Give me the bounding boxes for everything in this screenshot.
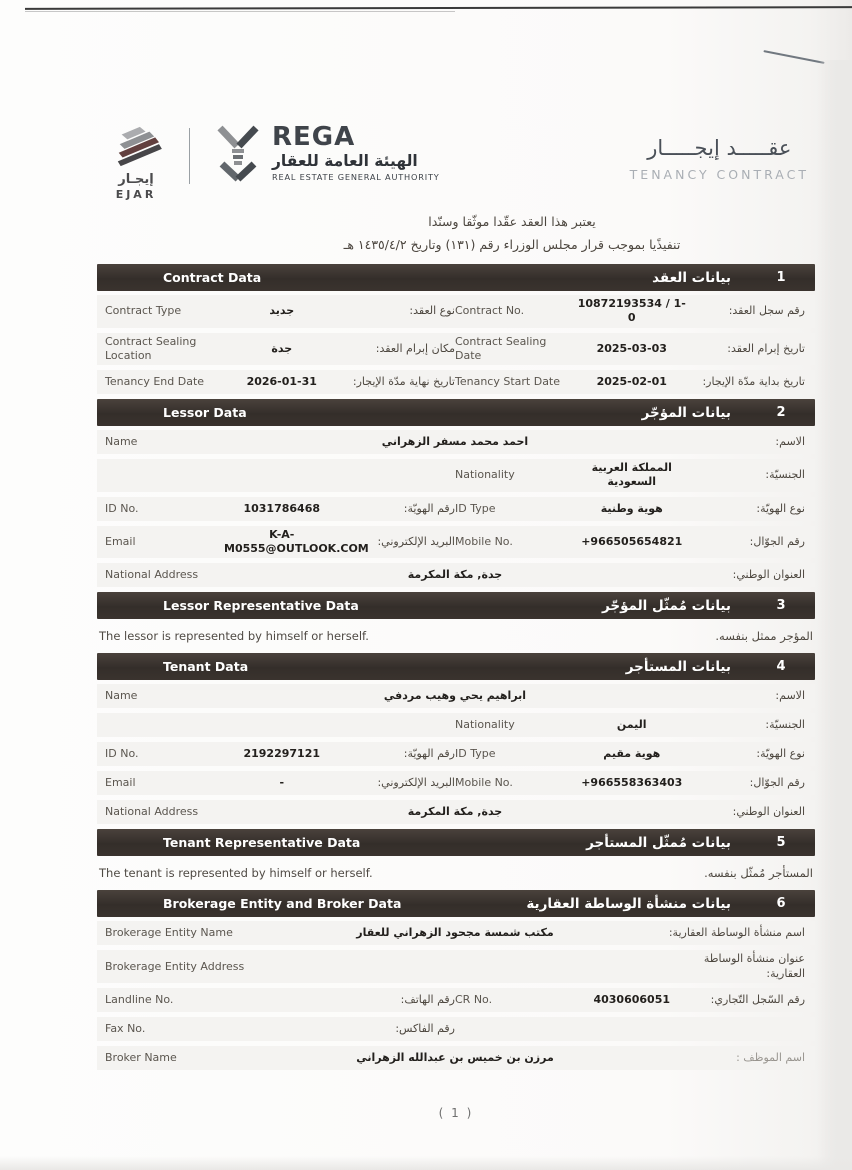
tenancy-dates-row: [97, 370, 815, 394]
broker-name-label-ar: اسم الموظف :: [736, 1050, 805, 1064]
tenant-nationality-row: [97, 713, 815, 737]
lessor-nationality-row: [97, 459, 815, 492]
tenant-id-row: [97, 742, 815, 766]
lessor-id-type-label-ar: نوع الهويّة:: [756, 501, 805, 515]
section-2-number: 2: [776, 405, 786, 421]
page-number: ( 1 ): [438, 1106, 474, 1120]
section-6-header: [97, 890, 815, 917]
section-5-header: [97, 829, 815, 856]
tenancy-start-label-en: Tenancy Start Date: [455, 375, 561, 389]
contract-sealing-row: [97, 333, 815, 366]
logo-divider: [189, 128, 190, 184]
contract-number-cell: [455, 297, 805, 326]
tenant-representative-statement-en: The tenant is represented by himself or herself.: [99, 866, 373, 881]
fax-label-en: Fax No.: [105, 1021, 146, 1035]
tenancy-start-label-ar: تاريخ بداية مدّة الإيجار:: [702, 375, 805, 389]
lessor-id-type-value: هوية وطنية: [600, 501, 663, 515]
section-4-title-ar: بيانات المستأجر: [625, 658, 731, 675]
section-3-number: 3: [776, 598, 786, 614]
contract-number-row: [97, 295, 815, 328]
broker-name-label-en: Broker Name: [105, 1050, 177, 1064]
sealing-date-value: 2025-03-03: [596, 341, 667, 355]
tenant-nationality-label-en: Nationality: [455, 718, 515, 732]
ejar-logo-icon: [107, 124, 165, 170]
sealing-date-label-en: Contract Sealing Date: [455, 334, 547, 362]
ejar-label-ar: إيجـار: [118, 172, 154, 187]
brokerage-entity-address-row: [97, 950, 815, 983]
landline-cell: [105, 993, 455, 1007]
lessor-mobile-label-en: Mobile No.: [455, 534, 513, 548]
broker-name-row: [97, 1046, 815, 1070]
tenant-address-value: جدة, مكة المكرمة: [407, 805, 503, 819]
lessor-address-row: [97, 563, 815, 587]
section-4-title-en: Tenant Data: [163, 659, 249, 675]
section-6-number: 6: [776, 896, 786, 912]
document-title-en: TENANCY CONTRACT: [629, 167, 809, 182]
lessor-representative-statement: [97, 623, 815, 651]
broker-name-value: مرزن بن خميس بن عبدالله الزهراني: [356, 1050, 554, 1064]
contract-type-cell: [105, 304, 455, 318]
tenancy-start-value: 2025-02-01: [596, 375, 667, 389]
section-1-number: 1: [776, 270, 786, 285]
section-2-title-ar: بيانات المؤجّر: [641, 404, 731, 421]
tenant-mobile-value: +966558363403: [581, 776, 683, 790]
section-5-title-ar: بيانات مُمثّل المستأجر: [586, 834, 731, 851]
logo-group: [97, 124, 440, 201]
fax-label-ar: رقم الفاكس:: [395, 1021, 455, 1035]
section-5-number: 5: [776, 835, 786, 851]
document-title-ar: عقـــــد إيجـــــار: [647, 136, 792, 160]
contract-number-label-en: Contract No.: [455, 304, 525, 318]
section-2-title-en: Lessor Data: [163, 405, 247, 421]
lessor-mobile-value: +966505654821: [581, 534, 683, 548]
brokerage-entity-name-label-ar: اسم منشأة الوساطة العقارية:: [668, 926, 805, 940]
rega-logo-icon: [212, 124, 264, 182]
lessor-name-value: احمد محمد مسفر الزهراني: [381, 435, 529, 449]
landline-label-ar: رقم الهاتف:: [400, 992, 455, 1006]
section-3-title-en: Lessor Representative Data: [163, 598, 359, 614]
lessor-address-label-en: National Address: [105, 568, 199, 582]
brokerage-entity-address-label-ar: عنوان منشأة الوساطة العقارية:: [703, 952, 805, 980]
contract-number-label-ar: رقم سجل العقد:: [728, 304, 805, 318]
tenant-email-label-ar: البريد الإلكتروني:: [377, 776, 455, 790]
tenant-id-type-label-ar: نوع الهويّة:: [756, 747, 805, 761]
tenant-address-row: [97, 800, 815, 824]
ejar-logo: [107, 124, 165, 201]
ejar-label-en: EJAR: [115, 188, 157, 201]
document-title: [630, 136, 815, 182]
sealing-location-value: جدة: [271, 341, 293, 355]
tenant-name-label-ar: الاسم:: [775, 689, 805, 703]
tenant-email-value: -: [279, 776, 285, 790]
sealing-location-cell: [105, 335, 455, 364]
lessor-email-label-ar: البريد الإلكتروني:: [377, 534, 455, 548]
lessor-nationality-cell: [455, 461, 805, 490]
lessor-id-number-cell: [105, 502, 455, 516]
rega-name-ar: الهيئة العامة للعقار: [272, 152, 418, 170]
lessor-id-number-label-en: ID No.: [105, 501, 139, 515]
lessor-id-type-label-en: ID Type: [455, 501, 496, 515]
section-4-header: [97, 653, 815, 680]
tenant-id-type-cell: [455, 747, 805, 761]
tenant-id-type-label-en: ID Type: [455, 747, 496, 761]
lessor-email-cell: [105, 528, 455, 557]
lessor-id-number-value: 1031786468: [243, 501, 321, 515]
lessor-mobile-label-ar: رقم الجوّال:: [749, 534, 805, 548]
cr-number-label-en: CR No.: [455, 992, 493, 1006]
rega-name-en: REAL ESTATE GENERAL AUTHORITY: [272, 172, 440, 182]
fax-row: [97, 1017, 815, 1041]
tenant-id-number-label-ar: رقم الهويّة:: [403, 747, 455, 761]
brokerage-entity-name-row: [97, 921, 815, 945]
lessor-representative-statement-ar: المؤجر ممثل بنفسه.: [715, 629, 813, 644]
tenant-address-label-en: National Address: [105, 805, 199, 819]
lessor-email-value: K-A-M0555@OUTLOOK.COM: [224, 527, 369, 556]
lessor-nationality-label-ar: الجنسيّة:: [765, 468, 805, 482]
rega-wordmark: REGA: [272, 122, 356, 152]
page-header: [97, 124, 815, 201]
tenant-name-row: [97, 684, 815, 708]
fax-cell: [105, 1022, 455, 1036]
lessor-representative-statement-en: The lessor is represented by himself or herself.: [99, 629, 369, 644]
tenant-nationality-value: اليمن: [616, 718, 647, 732]
rega-logo: [212, 124, 440, 182]
contract-type-value: جديد: [269, 304, 295, 318]
tenant-representative-statement-ar: المستأجر مُمثّل بنفسه.: [704, 866, 813, 881]
lessor-nationality-label-en: Nationality: [455, 468, 515, 482]
tenant-representative-statement: [97, 860, 815, 888]
sealing-date-label-ar: تاريخ إبرام العقد:: [727, 341, 805, 355]
tenant-contact-row: [97, 771, 815, 795]
lessor-address-label-ar: العنوان الوطني:: [732, 568, 805, 582]
tenancy-end-cell: [105, 375, 455, 389]
lessor-email-label-en: Email: [105, 534, 136, 548]
brokerage-entity-name-label-en: Brokerage Entity Name: [105, 926, 233, 940]
contract-type-label-en: Contract Type: [105, 304, 182, 318]
landline-label-en: Landline No.: [105, 992, 174, 1006]
cr-landline-row: [97, 988, 815, 1012]
tenancy-end-label-ar: تاريخ نهاية مدّة الإيجار:: [352, 375, 455, 389]
tenant-address-label-ar: العنوان الوطني:: [732, 805, 805, 819]
tenant-mobile-label-en: Mobile No.: [455, 776, 513, 790]
lessor-name-label-en: Name: [105, 435, 138, 449]
lessor-mobile-cell: [455, 535, 805, 549]
section-6-title-en: Brokerage Entity and Broker Data: [163, 896, 402, 912]
section-4-number: 4: [776, 659, 786, 675]
lessor-name-row: [97, 430, 815, 454]
section-3-header: [97, 592, 815, 619]
paper-edge-bottom: [0, 1156, 852, 1170]
contract-number-value: 10872193534 / 1-0: [577, 297, 686, 325]
lessor-id-type-cell: [455, 502, 805, 516]
lessor-id-row: [97, 497, 815, 521]
tenant-nationality-label-ar: الجنسيّة:: [765, 718, 805, 732]
brokerage-entity-name-value: مكتب شمسة مجحود الزهراني للعقار: [356, 926, 554, 940]
section-2-header: [97, 399, 815, 426]
lessor-nationality-value: المملكة العربية السعودية: [591, 461, 672, 489]
rega-text-block: [272, 124, 440, 182]
tenancy-start-cell: [455, 375, 805, 389]
cr-number-cell: [455, 993, 805, 1007]
intro-line-2: تنفيذًيا بموجب قرار مجلس الوزراء رقم (١٣١) وتاريخ ١٤٣٥/٤/٢ هـ: [343, 236, 681, 252]
lessor-name-label-ar: الاسم:: [775, 435, 805, 449]
tenant-id-number-value: 2192297121: [243, 747, 321, 761]
section-5-title-en: Tenant Representative Data: [163, 835, 361, 851]
paper-edge-right: [818, 60, 852, 1170]
section-1-header: [97, 264, 815, 291]
section-1-title-en: Contract Data: [163, 270, 262, 285]
tenant-id-number-cell: [105, 747, 455, 761]
section-1-title-ar: بيانات العقد: [652, 269, 731, 286]
tenant-id-type-value: هوية مقيم: [603, 747, 661, 761]
cr-number-label-ar: رقم السّجل التّجاري:: [710, 992, 805, 1006]
tenant-id-number-label-en: ID No.: [105, 747, 139, 761]
sealing-location-label-ar: مكان إبرام العقد:: [375, 341, 455, 355]
tenant-email-label-en: Email: [105, 776, 136, 790]
tenancy-end-label-en: Tenancy End Date: [105, 375, 205, 389]
intro-line-1: يعتبر هذا العقد عقّدا موثّقا وسنّدا: [428, 214, 596, 229]
tenant-name-label-en: Name: [105, 689, 138, 703]
brokerage-entity-address-label-en: Brokerage Entity Address: [105, 959, 245, 973]
tenant-name-value: ابراهيم يحي وهيب مردفي: [383, 689, 527, 703]
sealing-date-cell: [455, 335, 805, 364]
tenancy-end-value: 2026-01-31: [246, 375, 317, 389]
lessor-contact-row: [97, 526, 815, 559]
section-3-title-ar: بيانات مُمثّل المؤجّر: [601, 597, 731, 614]
lessor-address-value: جدة, مكة المكرمة: [407, 568, 503, 582]
tenant-mobile-label-ar: رقم الجوّال:: [749, 776, 805, 790]
contract-type-label-ar: نوع العقد:: [409, 304, 455, 318]
cr-number-value: 4030606051: [593, 992, 671, 1006]
lessor-id-number-label-ar: رقم الهويّة:: [403, 501, 455, 515]
tenant-email-cell: [105, 776, 455, 790]
tenant-nationality-cell: [455, 718, 805, 732]
section-6-title-ar: بيانات منشأة الوساطة العقارية: [526, 895, 731, 912]
sealing-location-label-en: Contract Sealing Location: [105, 334, 197, 362]
contract-intro-statement: [97, 211, 815, 256]
tenant-mobile-cell: [455, 776, 805, 790]
contract-page-content: [97, 0, 815, 1120]
